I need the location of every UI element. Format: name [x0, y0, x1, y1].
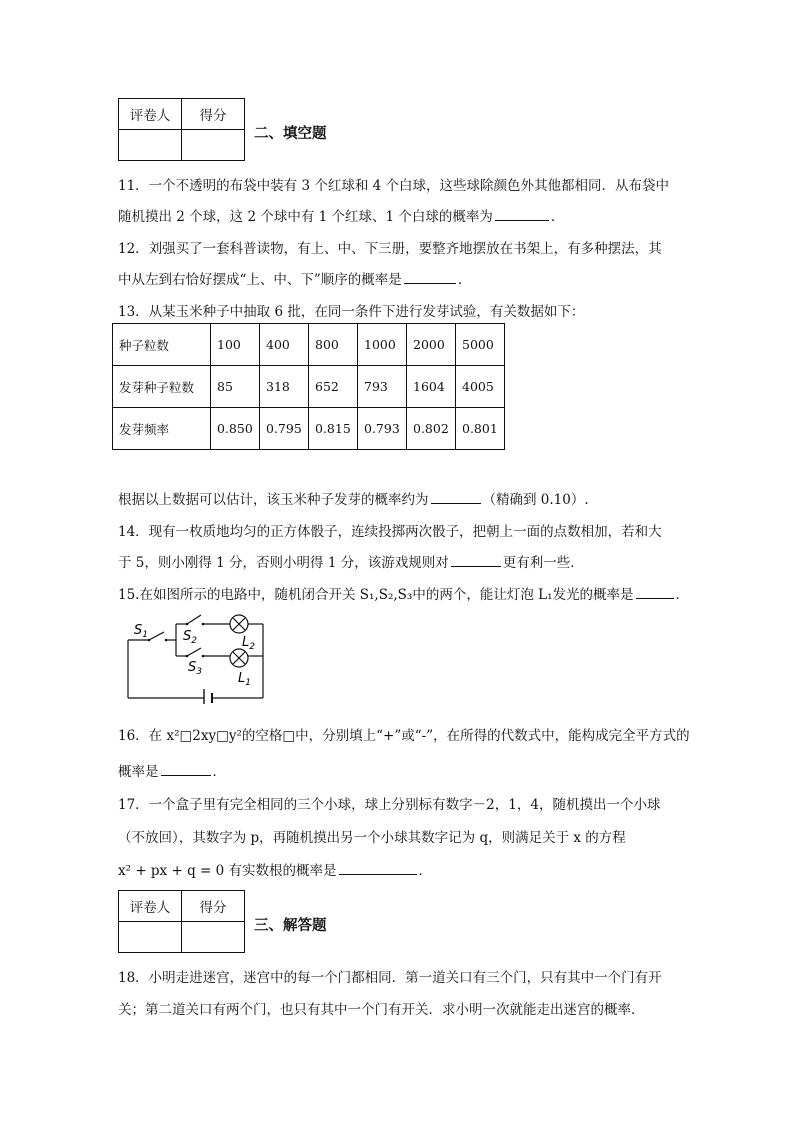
q17-line3: [118, 859, 432, 879]
table-cell: 318: [260, 366, 309, 408]
q16-line2: [118, 760, 226, 780]
grader-score-header: 得分: [182, 891, 245, 922]
table-cell: 800: [309, 324, 358, 366]
q17-equation-text: x² + px + q = 0 有实数根的概率是: [118, 863, 337, 879]
q14-answer-blank[interactable]: [451, 565, 501, 567]
q17-line2: （不放回），其数字为 p，再随机摸出另一个小球其数字记为 q，则满足关于 x 的方程: [118, 830, 626, 846]
q13-after-text: 根据以上数据可以估计，该玉米种子发芽的概率约为: [118, 492, 429, 508]
table-row: [113, 408, 505, 450]
switch-s3-contact: [202, 655, 205, 658]
table-cell: 1604: [407, 366, 456, 408]
q14-line1: 14．现有一枚质地均匀的正方体骰子，连续投掷两次骰子，把朝上一面的点数相加，若和大: [118, 524, 662, 540]
table-cell: 2000: [407, 324, 456, 366]
q11-line2: [118, 205, 564, 225]
table-cell: 0.802: [407, 408, 456, 450]
switch-s1-contact: [165, 639, 168, 642]
q14-text: 于 5，则小刚得 1 分，否则小明得 1 分，该游戏规则对: [118, 555, 449, 571]
table-row: [113, 324, 505, 366]
q11-text: 随机摸出 2 个球，这 2 个球中有 1 个红球、1 个白球的概率为: [118, 209, 493, 225]
q16-end: ．: [212, 764, 226, 780]
q12-answer-blank[interactable]: [404, 282, 456, 284]
grader-reviewer-cell[interactable]: [119, 130, 182, 161]
grader-score-cell[interactable]: [182, 922, 245, 953]
grader-reviewer-header: 评卷人: [119, 99, 182, 130]
label-s3: $S_3$: [188, 660, 202, 677]
switch-s3-blade: [187, 648, 201, 656]
table-cell: 0.815: [309, 408, 358, 450]
section-title-solve: 三、解答题: [254, 918, 327, 934]
q12-line1: 12．刘强买了一套科普读物，有上、中、下三册，要整齐地摆放在书架上，有多种摆法，其: [118, 241, 662, 257]
q17-end: ．: [418, 863, 432, 879]
table-row-header: 发芽种子粒数: [113, 366, 211, 408]
table-cell: 0.793: [358, 408, 407, 450]
grader-reviewer-header: 评卷人: [119, 891, 182, 922]
q16-text: 概率是: [118, 764, 159, 780]
label-s2: $S_2$: [183, 629, 197, 646]
label-s1: $S_1$: [134, 623, 148, 640]
q16-answer-blank[interactable]: [161, 774, 211, 776]
q11-end: ．: [550, 209, 565, 225]
switch-s1-pivot: [148, 639, 151, 642]
switch-s2-pivot: [186, 623, 189, 626]
label-l2: $L_2$: [242, 635, 255, 652]
table-cell: 0.801: [456, 408, 505, 450]
q13-data-table: [112, 323, 505, 450]
q12-text: 中从左到右恰好摆成“上、中、下”顺序的概率是: [118, 272, 402, 288]
q17-line1: 17．一个盒子里有完全相同的三个小球，球上分别标有数字－2，1，4，随机摸出一个小球: [118, 797, 661, 813]
q12-line2: [118, 268, 471, 288]
switch-s2-blade: [187, 615, 201, 624]
table-row-header: 种子粒数: [113, 324, 211, 366]
grader-box-2: [118, 890, 245, 953]
label-l1: $L_1$: [238, 671, 251, 688]
grader-reviewer-cell[interactable]: [119, 922, 182, 953]
q14-text-end: 更有利一些．: [502, 555, 584, 571]
table-cell: 4005: [456, 366, 505, 408]
table-cell: 0.795: [260, 408, 309, 450]
q11-answer-blank[interactable]: [495, 219, 549, 221]
q13-line1: 13．从某玉米种子中抽取 6 批，在同一条件下进行发芽试验，有关数据如下：: [118, 304, 585, 320]
table-cell: 0.850: [211, 408, 260, 450]
q15-text: 15.在如图所示的电路中，随机闭合开关 S₁,S₂,S₃中的两个，能让灯泡 L₁发光的概率是: [118, 587, 634, 603]
table-cell: 652: [309, 366, 358, 408]
q15-answer-blank[interactable]: [636, 597, 674, 599]
table-cell: 5000: [456, 324, 505, 366]
table-cell: 85: [211, 366, 260, 408]
q18-line2: 关；第二道关口有两个门，也只有其中一个门有开关．求小明一次就能走出迷宫的概率．: [118, 1002, 645, 1018]
grader-score-cell[interactable]: [182, 130, 245, 161]
switch-s2-contact: [202, 623, 205, 626]
grader-score-header: 得分: [182, 99, 245, 130]
q16-line1: 16．在 x²□2xy□y²的空格□中，分别填上“+”或“-”，在所得的代数式中，能构成完全平方式的: [118, 728, 690, 744]
q13-answer-blank[interactable]: [431, 502, 481, 504]
table-cell: 100: [211, 324, 260, 366]
table-row-header: 发芽频率: [113, 408, 211, 450]
q13-precision-note: （精确到 0.10）.: [482, 492, 589, 508]
table-cell: 400: [260, 324, 309, 366]
q15-end: ．: [675, 587, 689, 603]
table-cell: 1000: [358, 324, 407, 366]
q14-line2: [118, 551, 584, 571]
q17-answer-blank[interactable]: [339, 873, 417, 875]
grader-box-1: [118, 98, 245, 161]
table-cell: 793: [358, 366, 407, 408]
q13-after: [118, 488, 589, 508]
q15-line1: [118, 583, 689, 603]
q11-line1: 11．一个不透明的布袋中装有 3 个红球和 4 个白球，这些球除颜色外其他都相同．从布袋中: [118, 178, 670, 194]
circuit-diagram: [118, 608, 278, 704]
section-title-fill-in: 二、填空题: [254, 126, 327, 142]
q12-end: ．: [457, 272, 472, 288]
table-row: [113, 366, 505, 408]
switch-s3-pivot: [186, 655, 189, 658]
q18-line1: 18．小明走进迷宫，迷宫中的每一个门都相同．第一道关口有三个门，只有其中一个门有开: [118, 970, 662, 986]
switch-s1-blade: [149, 632, 164, 640]
